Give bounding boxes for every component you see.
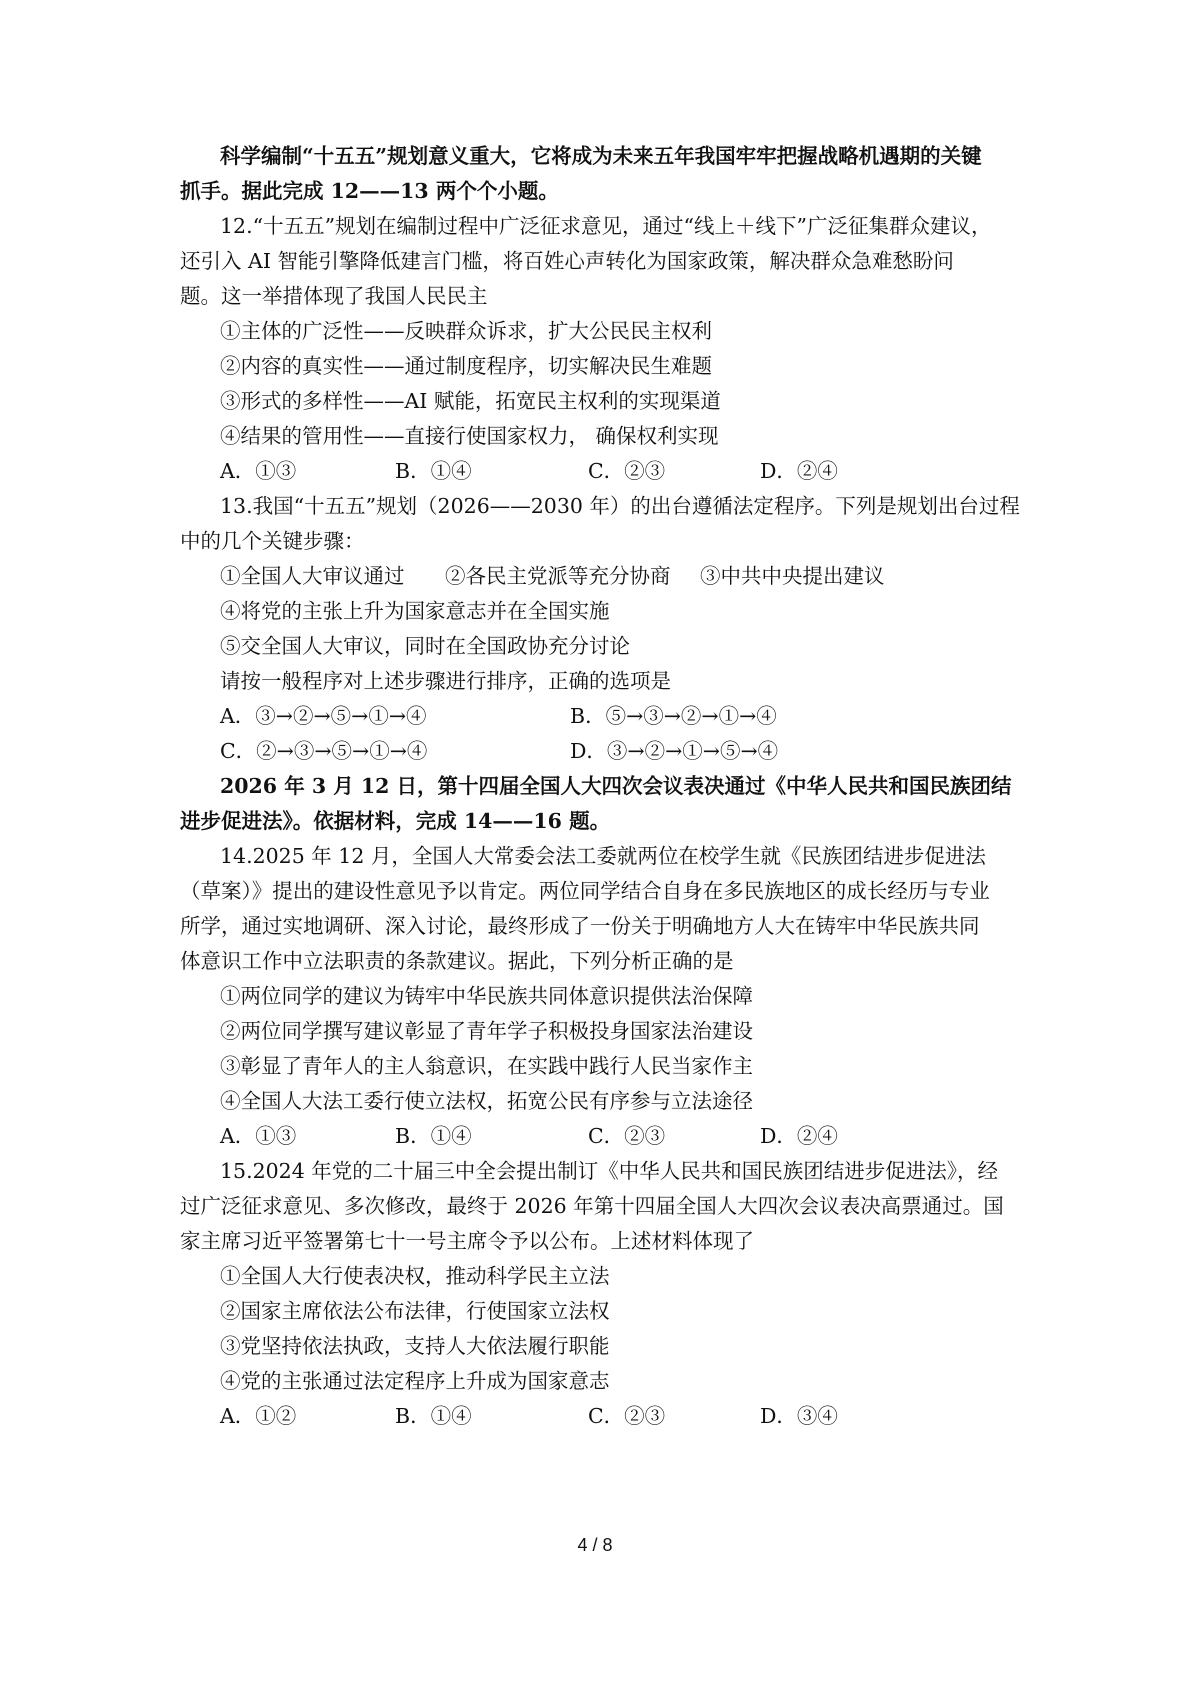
page-number: 4 / 8	[577, 1535, 613, 1555]
q14-statement-3: ③彰显了青年人的主人翁意识，在实践中践行人民当家作主	[220, 1054, 753, 1078]
intro-14-16-line-1: 2026 年 3 月 12 日，第十四届全国人大四次会议表决通过《中华人民共和国民族团结	[220, 774, 1012, 798]
q12-option-a: A．①③	[220, 459, 297, 483]
q12-statement-3: ③形式的多样性——AI 赋能，拓宽民主权利的实现渠道	[220, 389, 721, 413]
q14-statement-1: ①两位同学的建议为铸牢中华民族共同体意识提供法治保障	[220, 984, 753, 1008]
q15-option-c: C．②③	[588, 1404, 666, 1428]
q14-option-a: A．①③	[220, 1124, 297, 1148]
q15-statement-2: ②国家主席依法公布法律，行使国家立法权	[220, 1299, 610, 1323]
q13-step-3: ③中共中央提出建议	[700, 564, 885, 588]
intro-12-13-line-1: 科学编制“十五五”规划意义重大，它将成为未来五年我国牢牢把握战略机遇期的关键	[220, 144, 982, 168]
q15-stem-line-2: 过广泛征求意见、多次修改，最终于 2026 年第十四届全国人大四次会议表决高票通过。国	[180, 1194, 1004, 1218]
q13-option-b: B．⑤→③→②→①→④	[570, 704, 777, 728]
q13-step-4: ④将党的主张上升为国家意志并在全国实施	[220, 599, 610, 623]
q14-option-c: C．②③	[588, 1124, 666, 1148]
q12-option-b: B．①④	[395, 459, 472, 483]
q14-options	[180, 1117, 1020, 1155]
q14-statement-2: ②两位同学撰写建议彰显了青年学子积极投身国家法治建设	[220, 1019, 753, 1043]
intro-14-16-line-2: 进步促进法》。依据材料，完成 14——16 题。	[180, 809, 611, 833]
q13-option-d: D．③→②→①→⑤→④	[570, 739, 779, 763]
q12-option-d: D．②④	[760, 459, 838, 483]
q12-stem-line-3: 题。这一举措体现了我国人民民主	[180, 284, 488, 308]
q12-stem-line-2: 还引入 AI 智能引擎降低建言门槛，将百姓心声转化为国家政策，解决群众急难愁盼问	[180, 249, 954, 273]
q14-stem-line-4: 体意识工作中立法职责的条款建议。据此，下列分析正确的是	[180, 949, 734, 973]
intro-12-13-line-2: 抓手。据此完成 12——13 两个个小题。	[180, 179, 559, 203]
q15-stem-line-1: 15.2024 年党的二十届三中全会提出制订《中华人民共和国民族团结进步促进法》，经	[220, 1159, 999, 1183]
q12-statement-1: ①主体的广泛性——反映群众诉求，扩大公民民主权利	[220, 319, 712, 343]
q13-step-5: ⑤交全国人大审议，同时在全国政协充分讨论	[220, 634, 630, 658]
q15-option-d: D．③④	[760, 1404, 838, 1428]
q14-option-d: D．②④	[760, 1124, 838, 1148]
q14-option-b: B．①④	[395, 1124, 472, 1148]
q15-statement-3: ③党坚持依法执政，支持人大依法履行职能	[220, 1334, 610, 1358]
q14-stem-line-3: 所学，通过实地调研、深入讨论，最终形成了一份关于明确地方人大在铸牢中华民族共同	[180, 914, 980, 938]
q15-options	[180, 1397, 1020, 1435]
q12-statement-4: ④结果的管用性——直接行使国家权力， 确保权利实现	[220, 424, 719, 448]
q13-stem-line-2: 中的几个关键步骤：	[180, 529, 365, 553]
q15-option-b: B．①④	[395, 1404, 472, 1428]
q12-option-c: C．②③	[588, 459, 666, 483]
q12-statement-2: ②内容的真实性——通过制度程序，切实解决民生难题	[220, 354, 712, 378]
q12-stem-line-1: 12.“十五五”规划在编制过程中广泛征求意见，通过“线上＋线下”广泛征集群众建议，	[220, 214, 992, 238]
q13-steps-row	[180, 557, 1020, 595]
q13-step-1: ①全国人大审议通过	[220, 564, 405, 588]
q13-options-row-2	[180, 732, 1020, 770]
q15-option-a: A．①②	[220, 1404, 297, 1428]
q12-options	[180, 452, 1020, 490]
q13-option-c: C．②→③→⑤→①→④	[220, 739, 428, 763]
q13-option-a: A．③→②→⑤→①→④	[220, 704, 427, 728]
q13-step-2: ②各民主党派等充分协商	[445, 564, 671, 588]
q13-stem-line-1: 13.我国“十五五”规划（2026——2030 年）的出台遵循法定程序。下列是规划出台过程	[220, 494, 1020, 518]
q15-stem-line-3: 家主席习近平签署第七十一号主席令予以公布。上述材料体现了	[180, 1229, 754, 1253]
q14-stem-line-1: 14.2025 年 12 月，全国人大常委会法工委就两位在校学生就《民族团结进步促进法	[220, 844, 986, 868]
q14-stem-line-2: （草案）》提出的建设性意见予以肯定。两位同学结合自身在多民族地区的成长经历与专业	[180, 879, 990, 903]
q13-prompt: 请按一般程序对上述步骤进行排序，正确的选项是	[220, 669, 671, 693]
q13-options-row-1	[180, 697, 1020, 735]
q14-statement-4: ④全国人大法工委行使立法权，拓宽公民有序参与立法途径	[220, 1089, 753, 1113]
q15-statement-1: ①全国人大行使表决权，推动科学民主立法	[220, 1264, 610, 1288]
q15-statement-4: ④党的主张通过法定程序上升成为国家意志	[220, 1369, 610, 1393]
